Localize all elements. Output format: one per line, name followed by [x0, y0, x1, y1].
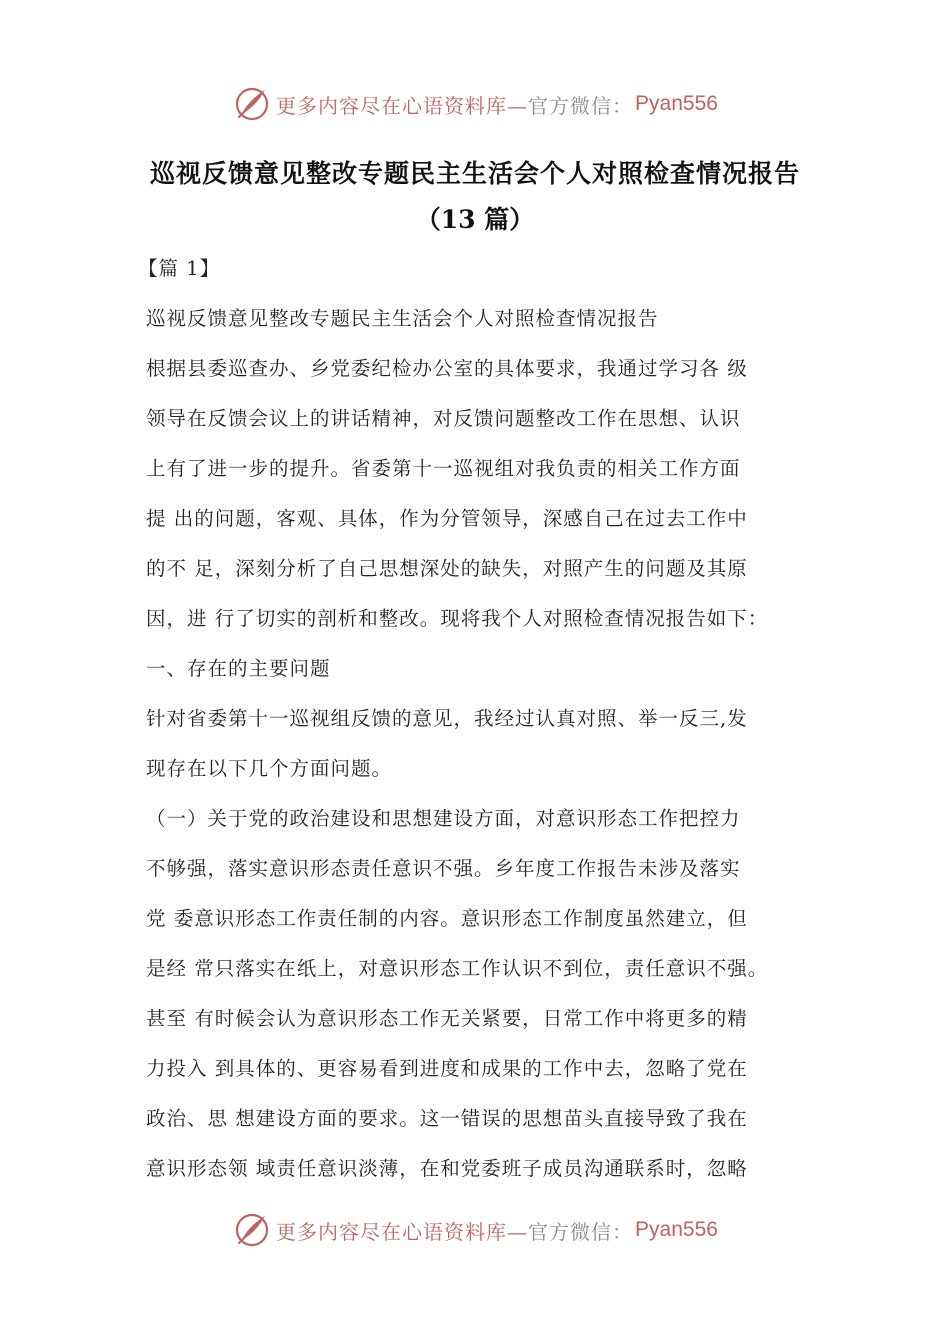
body-line: 甚至 有时候会认为意识形态工作无关紧要，日常工作中将更多的精 — [146, 1007, 748, 1030]
header-banner — [0, 82, 950, 126]
banner-wechat-label: 官方微信： — [528, 1219, 634, 1244]
banner-text: 更多内容尽在心语资料库— — [276, 1219, 529, 1244]
body-line: 巡视反馈意见整改专题民主生活会个人对照检查情况报告 — [146, 307, 659, 330]
body-line: 上有了进一步的提升。省委第十一巡视组对我负责的相关工作方面 — [146, 457, 741, 480]
banner-wechat-id: Pyan556 — [635, 92, 718, 115]
body-line: 不够强，落实意识形态责任意识不强。乡年度工作报告未涉及落实 — [146, 857, 741, 880]
body-line: 政治、思 想建设方面的要求。这一错误的思想苗头直接导致了我在 — [146, 1107, 748, 1130]
body-line: （一）关于党的政治建设和思想建设方面，对意识形态工作把控力 — [146, 807, 741, 830]
body-line: 的不 足，深刻分析了自己思想深处的缺失，对照产生的问题及其原 — [146, 557, 748, 580]
body-line: 针对省委第十一巡视组反馈的意见，我经过认真对照、举一反三,发 — [146, 707, 748, 730]
quill-logo-icon — [232, 1210, 272, 1250]
body-line: 党 委意识形态工作责任制的内容。意识形态工作制度虽然建立，但 — [146, 907, 748, 930]
banner-wechat-id: Pyan556 — [635, 1218, 718, 1241]
body-line: 因，进 行了切实的剖析和整改。现将我个人对照检查情况报告如下： — [146, 607, 769, 630]
section-heading: 一、存在的主要问题 — [146, 657, 331, 680]
body-line: 根据县委巡查办、乡党委纪检办公室的具体要求，我通过学习各 级 — [146, 357, 748, 380]
footer-banner — [0, 1208, 950, 1252]
banner-wechat-label: 官方微信： — [528, 93, 634, 118]
body-line: 力投入 到具体的、更容易看到进度和成果的工作中去，忽略了党在 — [146, 1057, 748, 1080]
body-line: 领导在反馈会议上的讲话精神，对反馈问题整改工作在思想、认识 — [146, 407, 741, 430]
banner-text: 更多内容尽在心语资料库— — [276, 93, 529, 118]
section-label: 【篇 1】 — [138, 257, 221, 280]
document-title: 巡视反馈意见整改专题民主生活会个人对照检查情况报告 — [149, 159, 800, 188]
body-line: 意识形态领 域责任意识淡薄，在和党委班子成员沟通联系时，忽略 — [146, 1157, 748, 1180]
body-line: 是经 常只落实在纸上，对意识形态工作认识不到位，责任意识不强。 — [146, 957, 769, 980]
document-body — [138, 244, 826, 1194]
document-title-count: （13 篇） — [415, 205, 535, 234]
body-line: 现存在以下几个方面问题。 — [146, 757, 393, 780]
body-line: 提 出的问题，客观、具体，作为分管领导，深感自己在过去工作中 — [146, 507, 748, 530]
quill-logo-icon — [232, 84, 272, 124]
